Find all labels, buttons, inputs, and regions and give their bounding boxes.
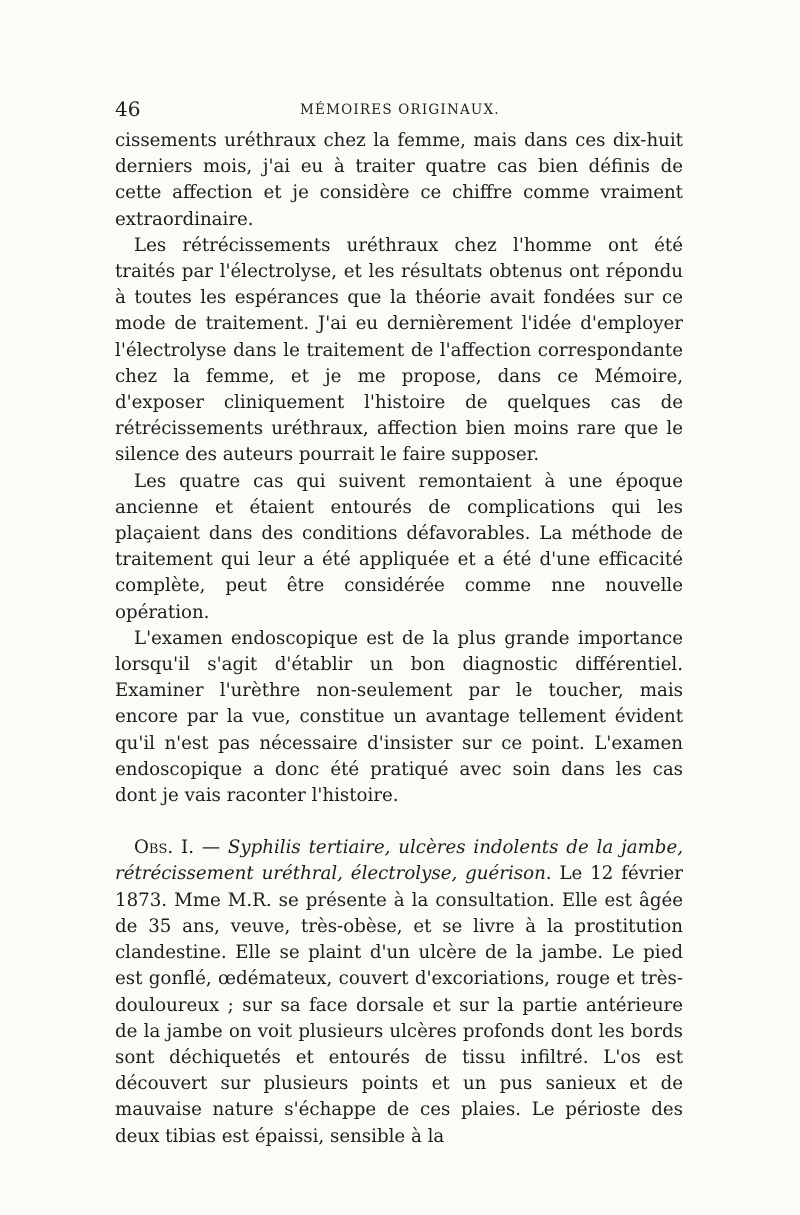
observation-dash: —	[193, 837, 228, 859]
body-text	[115, 128, 683, 1150]
page-number: 46	[115, 97, 141, 121]
paragraph-electrolysis: Les rétrécissements uréthraux chez l'homme ont été traités par l'électrolyse, et les résultats obtenus ont répondu à toutes les espérances que la théorie avait fondées sur ce mode de traitement. J'ai eu dernièrement l'idée d'employer l'électrolyse dans le traitement de l'affection correspondante chez la femme, et je me propose, dans ce Mémoire, d'exposer cliniquement l'histoire de quelques cas de rétrécissements uréthraux, affection bien moins rare que le silence des auteurs pourrait le faire supposer.	[115, 234, 683, 466]
observation-paragraph	[115, 835, 683, 1149]
paragraph-four-cases: Les quatre cas qui suivent remontaient à une époque ancienne et étaient entourés de complications qui les plaçaient dans des conditions défavorables. La méthode de traitement qui leur a été appliquée et a été d'une efficacité complète, peut être considérée comme nne nouvelle opération.	[115, 470, 683, 623]
observation-title: Syphilis tertiaire, ulcères indolents de la jambe, rétrécissement uréthral, électrolyse, guérison.	[115, 837, 683, 885]
paragraph-endoscopic-exam: L'examen endoscopique est de la plus grande importance lorsqu'il s'agit d'établir un bon diagnostic différentiel. Examiner l'urèthre non-seulement par le toucher, mais encore par la vue, constitue un avantage tellement évident qu'il n'est pas nécessaire d'insister sur ce point. L'examen endoscopique a donc été pratiqué avec soin dans les cas dont je vais raconter l'histoire.	[115, 627, 683, 807]
running-title: MÉMOIRES ORIGINAUX.	[300, 102, 500, 118]
observation-text: Le 12 février 1873. Mme M.R. se présente à la consultation. Elle est âgée de 35 ans, veuve, très-obèse, et se livre à la prostitution clandestine. Elle se plaint d'un ulcère de la jambe. Le pied est gonflé, œdémateux, couvert d'excoriations, rouge et très-douloureux ; sur sa face dorsale et sur la partie antérieure de la jambe on voit plusieurs ulcères profonds dont les bords sont déchiquetés et entourés de tissu infiltré. L'os est découvert sur plusieurs points et un pus sanieux et de mauvaise nature s'échappe de ces plaies. Le périoste des deux tibias est épaissi, sensible à la	[115, 863, 683, 1147]
observation-label: Obs. I.	[134, 837, 194, 859]
paragraph-continuation: cissements uréthraux chez la femme, mais dans ces dix-huit derniers mois, j'ai eu à traiter quatre cas bien définis de cette affection et je considère ce chiffre comme vraiment extraordinaire.	[115, 130, 683, 230]
page-header	[115, 96, 680, 124]
